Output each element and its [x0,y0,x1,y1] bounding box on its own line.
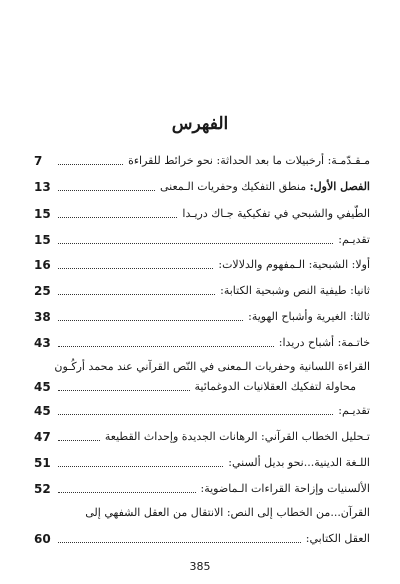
toc-entry [34,398,370,418]
toc-entry-continued-heading: القرآن...من الخطاب إلى النص: الانتقال من العقل الشفهي إلى [85,506,370,519]
entry-page: 52 [34,482,51,496]
leader-dots [58,390,190,391]
page-number: 385 [189,560,211,573]
entry-page: 47 [34,430,51,444]
toc-entry [34,227,370,247]
entry-page: 16 [34,258,51,272]
entry-title: محاولة لتفكيك العقلانيات الدوغمائية [194,380,356,393]
entry-title: خاتـمة: أشباح دريدا: [278,336,370,349]
leader-dots [58,164,123,165]
toc-entry-chapter-1 [34,174,370,194]
entry-page: 25 [34,284,51,298]
chapter-label: الفصل الأول: [309,180,370,193]
entry-title: ثالثا: الغيرية وأشباح الهوية: [248,310,370,323]
toc-entry [34,201,370,221]
entry-page: 15 [34,207,51,221]
entry-title: مـقـدّمـة: أرخبيلات ما بعد الحداثة: نحو خرائط للقراءة [128,154,370,167]
toc-entry [34,278,370,298]
toc-entry [34,476,370,496]
entry-page: 13 [34,180,51,194]
leader-dots [58,217,177,218]
leader-dots [58,542,301,543]
entry-page: 45 [34,380,51,394]
entry-page: 15 [34,233,51,247]
leader-dots [58,190,155,191]
leader-dots [58,320,243,321]
entry-page: 45 [34,404,51,418]
leader-dots [58,243,333,244]
toc-entry [34,526,370,546]
entry-page: 51 [34,456,51,470]
entry-page: 60 [34,532,51,546]
toc-entry [34,252,370,272]
leader-dots [58,346,274,347]
toc-entry-intro [34,148,370,168]
leader-dots [58,466,223,467]
page-title: الفهرس [171,114,229,134]
entry-page: 43 [34,336,51,350]
entry-title: اللـغة الدينية...نحو بديل ألسني: [228,456,370,469]
toc-entry [34,304,370,324]
leader-dots [58,294,215,295]
leader-dots [58,440,100,441]
entry-title: الألسنيات وإزاحة القراءات الـماضوية: [200,482,370,495]
leader-dots [58,268,213,269]
toc-entry [34,330,370,350]
entry-title: العقل الكتابي: [305,532,370,545]
toc-entry [34,374,370,394]
entry-title: أولا: الشبحية: الـمفهوم والدلالات: [218,258,370,271]
entry-title: تقديـم: [338,404,370,417]
entry-page: 7 [34,154,43,168]
toc-entry [34,450,370,470]
leader-dots [58,414,333,415]
entry-page: 38 [34,310,51,324]
toc-entry [34,424,370,444]
entry-title: الطّيفي والشبحي في تفكيكية جـاك دريـدا [182,207,370,220]
entry-title: ثانيا: طيفية النص وشبحية الكتابة: [220,284,370,297]
entry-title [157,180,370,194]
entry-title: تـحليل الخطاب القرآني: الرهانات الجديدة وإحداث القطيعة [104,430,370,443]
chapter-title: منطق التفكيك وحفريات الـمعنى [159,180,310,193]
leader-dots [58,492,196,493]
toc-entry-continued-heading: القراءة اللسانية وحفريات الـمعنى في النّص القرآني عند محمد أركُـون [54,360,370,373]
entry-title: تقديـم: [338,233,370,246]
